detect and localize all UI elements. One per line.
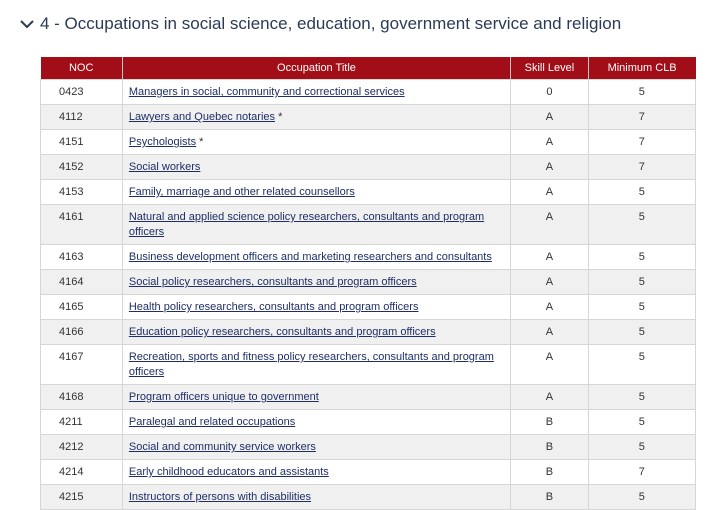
section-toggle[interactable] xyxy=(18,14,621,34)
occupation-link[interactable]: Paralegal and related occupations xyxy=(128,416,296,428)
occupations-table xyxy=(40,57,696,510)
noc-code: 4168 xyxy=(41,385,123,410)
skill-level: A xyxy=(511,180,589,205)
table-row xyxy=(41,105,696,130)
table-row xyxy=(41,245,696,270)
noc-code: 4166 xyxy=(41,320,123,345)
table-row xyxy=(41,410,696,435)
noc-code: 4151 xyxy=(41,130,123,155)
minimum-clb: 5 xyxy=(588,205,695,245)
table-row xyxy=(41,295,696,320)
minimum-clb: 5 xyxy=(588,485,695,510)
noc-code: 4152 xyxy=(41,155,123,180)
table-row xyxy=(41,435,696,460)
asterisk-note: * xyxy=(196,136,204,148)
minimum-clb: 7 xyxy=(588,105,695,130)
occupation-title-cell xyxy=(122,270,510,295)
minimum-clb: 5 xyxy=(588,80,695,105)
occupation-link[interactable]: Social workers xyxy=(128,161,201,173)
occupation-title-cell xyxy=(122,410,510,435)
occupation-title-cell xyxy=(122,130,510,155)
minimum-clb: 5 xyxy=(588,435,695,460)
occupation-title-cell xyxy=(122,345,510,385)
occupation-link[interactable]: Lawyers and Quebec notaries xyxy=(128,111,276,123)
noc-code: 4165 xyxy=(41,295,123,320)
header-noc: NOC xyxy=(41,57,123,80)
table-row xyxy=(41,460,696,485)
minimum-clb: 7 xyxy=(588,130,695,155)
skill-level: A xyxy=(511,345,589,385)
skill-level: B xyxy=(511,485,589,510)
occupation-title-cell xyxy=(122,295,510,320)
skill-level: B xyxy=(511,460,589,485)
occupation-title-cell xyxy=(122,180,510,205)
minimum-clb: 5 xyxy=(588,320,695,345)
section-title: 4 - Occupations in social science, education, government service and religion xyxy=(40,14,622,33)
table-row xyxy=(41,155,696,180)
skill-level: A xyxy=(511,155,589,180)
noc-code: 4211 xyxy=(41,410,123,435)
occupation-title-cell xyxy=(122,485,510,510)
occupation-title-cell xyxy=(122,155,510,180)
skill-level: A xyxy=(511,320,589,345)
noc-code: 4167 xyxy=(41,345,123,385)
occupation-link[interactable]: Education policy researchers, consultants and program officers xyxy=(128,326,436,338)
skill-level: A xyxy=(511,270,589,295)
noc-code: 4153 xyxy=(41,180,123,205)
skill-level: A xyxy=(511,130,589,155)
minimum-clb: 5 xyxy=(588,270,695,295)
header-occupation-title: Occupation Title xyxy=(122,57,510,80)
noc-code: 4164 xyxy=(41,270,123,295)
minimum-clb: 5 xyxy=(588,180,695,205)
header-skill-level: Skill Level xyxy=(511,57,589,80)
minimum-clb: 5 xyxy=(588,245,695,270)
skill-level: A xyxy=(511,385,589,410)
occupation-link[interactable]: Social and community service workers xyxy=(128,441,316,453)
skill-level: A xyxy=(511,105,589,130)
asterisk-note: * xyxy=(275,111,283,123)
minimum-clb: 7 xyxy=(588,460,695,485)
table-row xyxy=(41,485,696,510)
occupation-link[interactable]: Psychologists xyxy=(128,136,197,148)
occupation-link[interactable]: Natural and applied science policy researchers, consultants and program officers xyxy=(128,211,485,238)
occupation-title-cell xyxy=(122,435,510,460)
skill-level: A xyxy=(511,245,589,270)
occupation-title-cell xyxy=(122,80,510,105)
noc-code: 0423 xyxy=(41,80,123,105)
table-row xyxy=(41,180,696,205)
occupation-title-cell xyxy=(122,205,510,245)
chevron-down-icon[interactable] xyxy=(18,15,36,33)
noc-code: 4163 xyxy=(41,245,123,270)
noc-code: 4214 xyxy=(41,460,123,485)
noc-code: 4215 xyxy=(41,485,123,510)
occupation-link[interactable]: Family, marriage and other related counsellors xyxy=(128,186,355,198)
table-row xyxy=(41,320,696,345)
occupation-link[interactable]: Business development officers and marketing researchers and consultants xyxy=(128,251,492,263)
minimum-clb: 5 xyxy=(588,410,695,435)
table-header-row xyxy=(41,57,696,80)
occupation-title-cell xyxy=(122,245,510,270)
occupation-link[interactable]: Early childhood educators and assistants xyxy=(128,466,329,478)
minimum-clb: 5 xyxy=(588,295,695,320)
table-row xyxy=(41,80,696,105)
noc-code: 4212 xyxy=(41,435,123,460)
table-row xyxy=(41,270,696,295)
occupation-title-cell xyxy=(122,105,510,130)
minimum-clb: 5 xyxy=(588,345,695,385)
occupation-link[interactable]: Managers in social, community and correctional services xyxy=(128,86,405,98)
header-minimum-clb: Minimum CLB xyxy=(588,57,695,80)
skill-level: A xyxy=(511,295,589,320)
occupation-link[interactable]: Program officers unique to government xyxy=(128,391,319,403)
table-row xyxy=(41,345,696,385)
minimum-clb: 5 xyxy=(588,385,695,410)
occupation-link[interactable]: Health policy researchers, consultants and program officers xyxy=(128,301,419,313)
minimum-clb: 7 xyxy=(588,155,695,180)
table-row xyxy=(41,205,696,245)
skill-level: B xyxy=(511,410,589,435)
occupation-link[interactable]: Social policy researchers, consultants and program officers xyxy=(128,276,417,288)
occupation-title-cell xyxy=(122,385,510,410)
skill-level: B xyxy=(511,435,589,460)
noc-code: 4161 xyxy=(41,205,123,245)
noc-code: 4112 xyxy=(41,105,123,130)
occupation-link[interactable]: Instructors of persons with disabilities xyxy=(128,491,312,503)
occupation-title-cell xyxy=(122,320,510,345)
occupation-link[interactable]: Recreation, sports and fitness policy researchers, consultants and program officers xyxy=(128,351,494,378)
skill-level: A xyxy=(511,205,589,245)
table-row xyxy=(41,385,696,410)
skill-level: 0 xyxy=(511,80,589,105)
table-row xyxy=(41,130,696,155)
occupation-title-cell xyxy=(122,460,510,485)
